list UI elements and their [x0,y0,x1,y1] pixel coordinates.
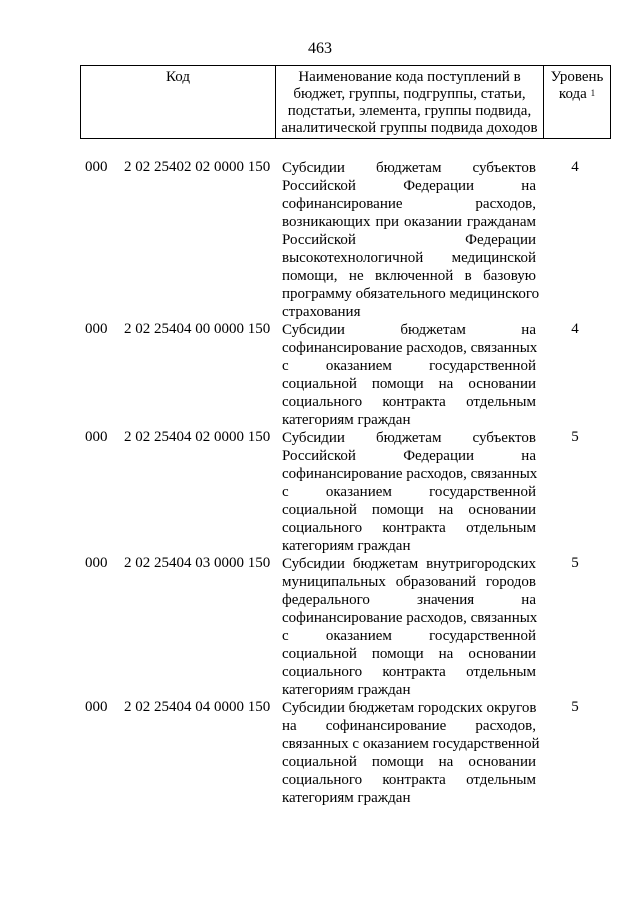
row-code: 2 02 25404 02 0000 150 [124,429,271,445]
row-code: 2 02 25402 02 0000 150 [124,159,271,175]
row-description-line: категориям граждан [282,538,411,554]
row-description-line: социальной помощи на основании [282,376,536,392]
table-row [0,429,640,555]
row-description-line: на софинансирование расходов, [282,718,536,734]
row-prefix: 000 [85,555,108,571]
row-description-line: Российской Федерации [282,232,536,248]
row-prefix: 000 [85,321,108,337]
table-row [0,321,640,429]
row-description-line: Субсидии бюджетам на [282,322,536,338]
row-description [282,159,540,321]
table-row [0,555,640,699]
row-description-line: высокотехнологичной медицинской [282,250,536,266]
table-row [0,159,640,321]
row-description-line: Субсидии бюджетам субъектов [282,160,536,176]
page-number: 463 [308,40,332,57]
row-description-line: помощи, не включенной в базовую [282,268,536,284]
row-description-line: Субсидии бюджетам внутригородских [282,556,536,572]
header-name-line: Наименование кода поступлений в [298,69,521,85]
row-description-line: социального контракта отдельным [282,394,536,410]
row-description-line: страхования [282,304,361,320]
row-description [282,699,540,807]
row-description-line: софинансирование расходов, связанных [282,466,538,482]
row-description-line: Российской Федерации на [282,448,536,464]
row-description-line: социального контракта отдельным [282,520,536,536]
row-description-line: социальной помощи на основании [282,646,536,662]
row-description-line: социального контракта отдельным [282,772,536,788]
row-description-line: софинансирование расходов, связанных [282,610,538,626]
row-code: 2 02 25404 03 0000 150 [124,555,271,571]
row-description-line: категориям граждан [282,682,411,698]
row-description [282,555,536,699]
row-description-line: с оказанием государственной [282,358,536,374]
row-description-line: социального контракта отдельным [282,664,536,680]
row-description-line: софинансирование расходов, [282,196,536,212]
header-name-line: подстатьи, элемента, группы подвида, [287,103,532,119]
header-code: Код [81,66,276,138]
row-prefix: 000 [85,429,108,445]
row-code: 2 02 25404 04 0000 150 [124,699,271,715]
row-prefix: 000 [85,699,108,715]
row-description-line: с оказанием государственной [282,628,536,644]
header-name-line: аналитической группы подвида доходов [281,120,538,136]
row-description-line: возникающих при оказании гражданам [282,214,536,230]
row-level: 5 [571,699,579,715]
row-description-line: социальной помощи на основании [282,754,536,770]
row-prefix: 000 [85,159,108,175]
row-description-line: программу обязательного медицинского [282,286,540,302]
row-description-line: Российской Федерации на [282,178,536,194]
header-level-line1: Уровень [550,69,604,85]
row-description [282,321,536,429]
header-level [544,66,610,138]
row-description-line: Субсидии бюджетам городских округов [282,700,537,716]
row-description-line: категориям граждан [282,790,411,806]
row-level: 4 [571,159,579,175]
row-description-line: категориям граждан [282,412,411,428]
row-description [282,429,536,555]
row-description-line: Субсидии бюджетам субъектов [282,430,536,446]
row-description-line: муниципальных образований городов [282,574,536,590]
row-level: 5 [571,555,579,571]
row-code: 2 02 25404 00 0000 150 [124,321,271,337]
row-level: 4 [571,321,579,337]
header-name [276,66,544,138]
header-name-line: бюджет, группы, подгруппы, статьи, [293,86,526,102]
header-level-word: кода [558,86,587,102]
table-body [0,159,640,807]
row-description-line: федерального значения на [282,592,536,608]
table-header [80,65,611,139]
row-description-line: связанных с оказанием государственной [282,736,540,752]
header-level-line2 [544,86,610,103]
row-level: 5 [571,429,579,445]
header-level-footnote: 1 [590,88,596,98]
row-description-line: софинансирование расходов, связанных [282,340,538,356]
row-description-line: социальной помощи на основании [282,502,536,518]
row-description-line: с оказанием государственной [282,484,536,500]
table-row [0,699,640,807]
